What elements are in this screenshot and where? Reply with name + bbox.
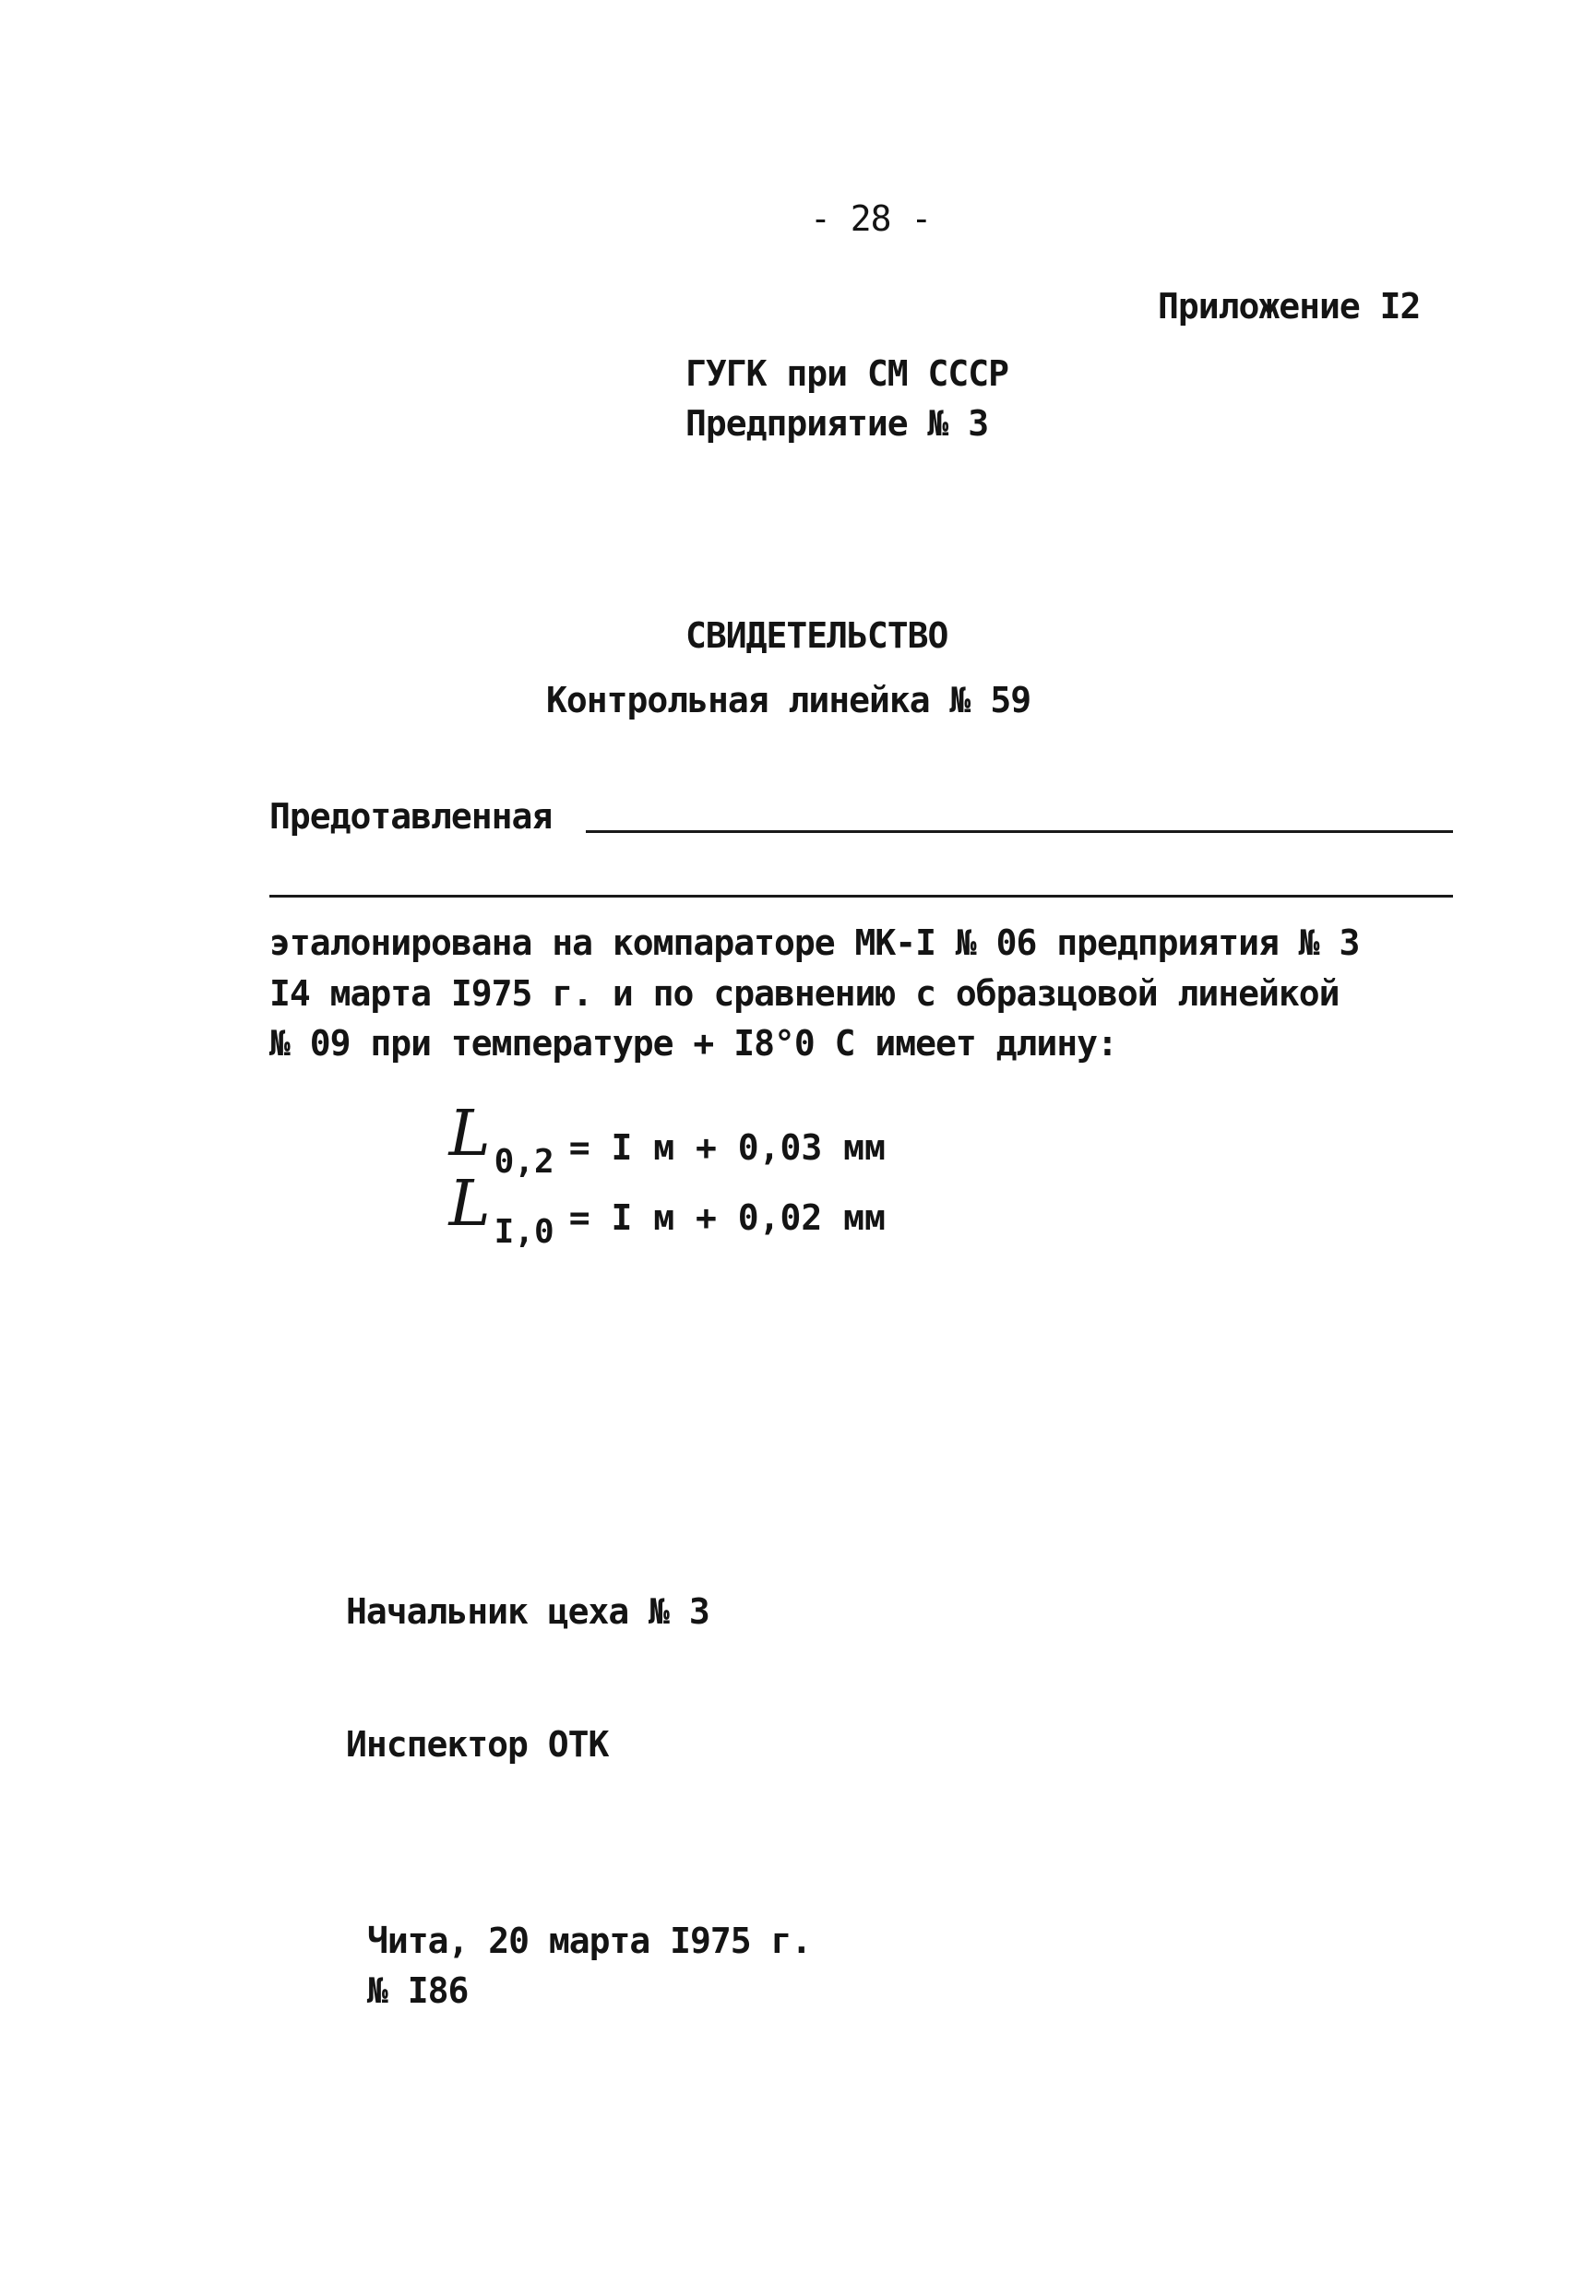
- signature-head-of-workshop: Начальник цеха № 3: [346, 1591, 709, 1632]
- org-name: ГУГК при СМ СССР: [685, 353, 1009, 394]
- submitted-fill-line: [586, 830, 1453, 833]
- formula-length-1-0: [364, 1138, 886, 1271]
- page-number: - 28 -: [810, 198, 932, 239]
- length-symbol: L: [448, 1168, 491, 1241]
- body-line-3: № 09 при температуре + I8°0 С имеет длину:: [269, 1023, 1117, 1064]
- submitted-label: Предотавленная: [269, 796, 553, 837]
- formula-rhs: = I м + 0,03 мм: [568, 1127, 886, 1168]
- formula-subscript: I,0: [494, 1213, 554, 1251]
- document-number: № I86: [367, 1970, 469, 2011]
- place-date: Чита, 20 марта I975 г.: [367, 1921, 812, 1961]
- formula-rhs: = I м + 0,02 мм: [568, 1197, 886, 1238]
- submitted-fill-line-2: [269, 895, 1453, 898]
- enterprise-name: Предприятие № 3: [685, 403, 989, 444]
- length-symbol: L: [448, 1098, 491, 1171]
- signature-inspector: Инспектор ОТК: [346, 1724, 609, 1765]
- certificate-title: СВИДЕТЕЛЬСТВО: [685, 615, 948, 656]
- body-line-1: эталонирована на компараторе МК-I № 06 предприятия № 3: [269, 922, 1360, 963]
- certificate-subtitle: Контрольная линейка № 59: [546, 680, 1031, 720]
- formula-subscript: 0,2: [494, 1143, 554, 1181]
- body-line-2: I4 марта I975 г. и по сравнению с образцовой линейкой: [269, 973, 1340, 1014]
- appendix-label: Приложение I2: [1158, 286, 1421, 327]
